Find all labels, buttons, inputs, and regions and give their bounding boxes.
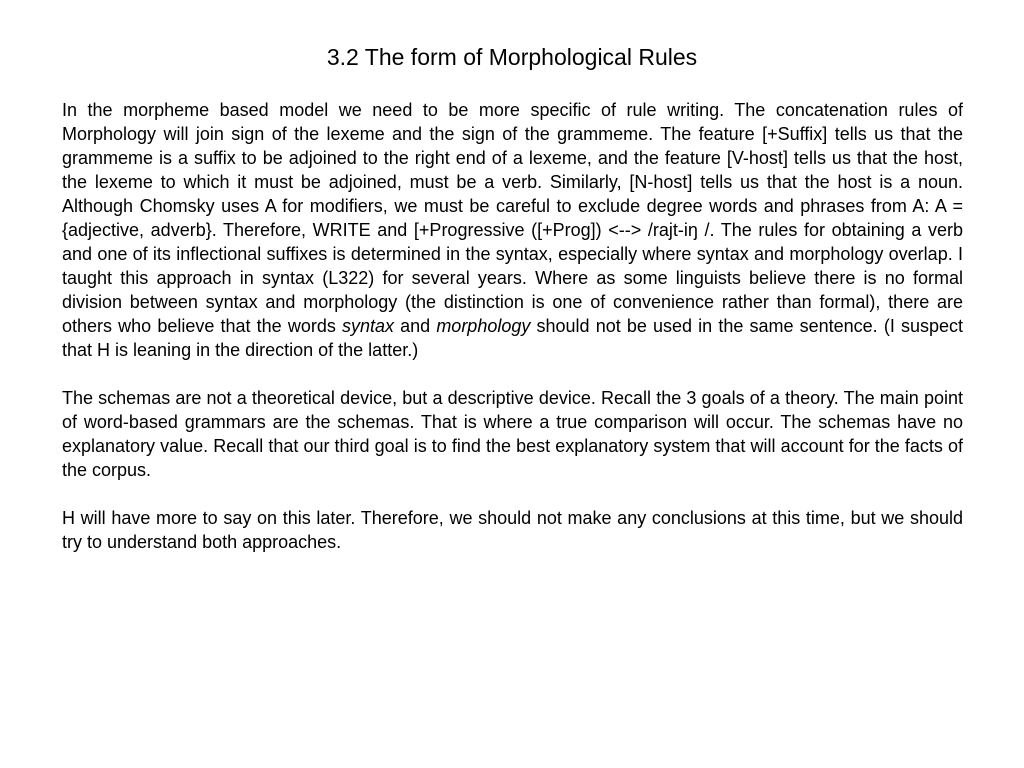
paragraph-1-emphasis-morphology: morphology: [436, 316, 531, 336]
paragraph-1-emphasis-syntax: syntax: [341, 316, 394, 336]
slide-body: [62, 98, 963, 554]
paragraph-1-text-b: and: [394, 316, 437, 336]
paragraph-1-text-a: In the morpheme based model we need to be more specific of rule writing. The concatenation rules of Morphology will join sign of the lexeme and the sign of the grammeme. The feature [+Suffix] tells us that the grammeme is a suffix to be adjoined to the right end of a lexeme, and the feature [V-host] tells us that the host, the lexeme to which it must be adjoined, must be a verb. Similarly, [N-host] tells us that the host is a noun. Although Chomsky uses A for modifiers, we must be careful to exclude degree words and phrases from A: A = {adjective, adverb}. Therefore, WRITE and [+Progressive ([+Prog]) <--> /rajt-iŋ /. The rules for obtaining a verb and one of its inflectional suffixes is determined in the syntax, especially where syntax and morphology overlap. I taught this approach in syntax (L322) for several years. Where as some linguists believe there is no formal division between syntax and morphology (the distinction is one of convenience rather than formal), there are others who believe that the words: [62, 100, 963, 336]
slide-title: 3.2 The form of Morphological Rules: [326, 44, 698, 70]
paragraph-2: The schemas are not a theoretical device, but a descriptive device. Recall the 3 goals of a theory. The main point of word-based grammars are the schemas. That is where a true comparison will occur. The schemas have no explanatory value. Recall that our third goal is to find the best explanatory system that will account for the facts of the corpus.: [62, 388, 963, 480]
paragraph-3: H will have more to say on this later. Therefore, we should not make any conclusions at this time, but we should try to understand both approaches.: [62, 508, 963, 552]
paragraph-1-text-c: should not be used in the same sentence. (I suspect that H is leaning in the direction of the latter.): [62, 316, 963, 360]
paragraph-1: [62, 98, 963, 362]
